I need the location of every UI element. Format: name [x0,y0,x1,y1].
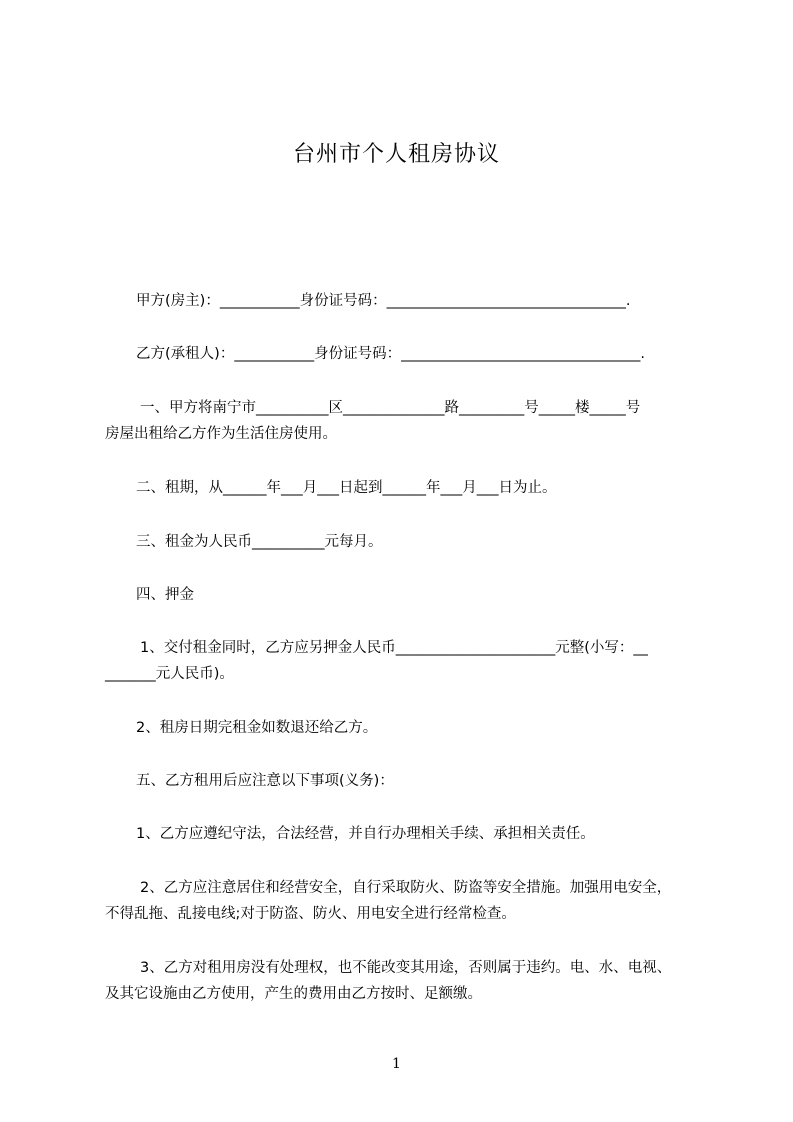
clause-4-1 [105,635,715,687]
page-number: 1 [392,1056,401,1072]
party-a-line [105,288,715,314]
clause-5-1-text: 1、乙方应遵纪守法，合法经营，并自行办理相关手续、承担相关责任。 [136,826,595,842]
document-title: 台州市个人租房协议 [292,142,500,167]
clause-2-text: 二、租期，从______年___月___日起到______年___月___日为止。 [136,480,557,496]
clause-1-line-2: 房屋出租给乙方作为生活住房使用。 [105,426,337,442]
clause-5-2 [105,875,715,927]
clause-3-text: 三、租金为人民币__________元每月。 [136,534,383,550]
clause-4-heading: 四、押金 [136,587,194,603]
clause-4-2 [105,715,715,741]
party-b-text: 乙方(承租人)：___________身份证号码：_________________________________. [136,346,645,362]
clause-5-2-line-2: 不得乱拖、乱接电线;对于防盗、防火、用电安全进行经常检查。 [105,906,516,922]
clause-5-3 [105,955,715,1007]
clause-4 [105,582,715,608]
party-b-line [105,341,715,367]
clause-5-1 [105,821,715,847]
clause-5-3-line-2: 及其它设施由乙方使用，产生的费用由乙方按时、足额缴。 [105,986,482,1002]
clause-4-1-line-1: 1、交付租金同时，乙方应另押金人民币______________________元整(小写：__ [140,640,648,656]
clause-3 [105,529,715,555]
clause-5-2-line-1: 2、乙方应注意居住和经营安全，自行采取防火、防盗等安全措施。加强用电安全， [140,880,672,896]
clause-1 [105,395,715,447]
clause-5-3-line-1: 3、乙方对租用房没有处理权，也不能改变其用途，否则属于违约。电、水、电视、 [140,960,672,976]
clause-5 [105,768,715,794]
clause-1-line-1: 一、甲方将南宁市__________区______________路_________号_____楼_____号 [140,400,641,416]
clause-4-2-text: 2、租房日期完租金如数退还给乙方。 [136,720,378,736]
clause-4-1-line-2: _______元人民币)。 [105,666,234,682]
clause-2 [105,475,715,501]
clause-5-heading: 五、乙方租用后应注意以下事项(义务)： [136,773,394,789]
party-a-text: 甲方(房主)：___________身份证号码：_________________________________. [136,293,631,309]
